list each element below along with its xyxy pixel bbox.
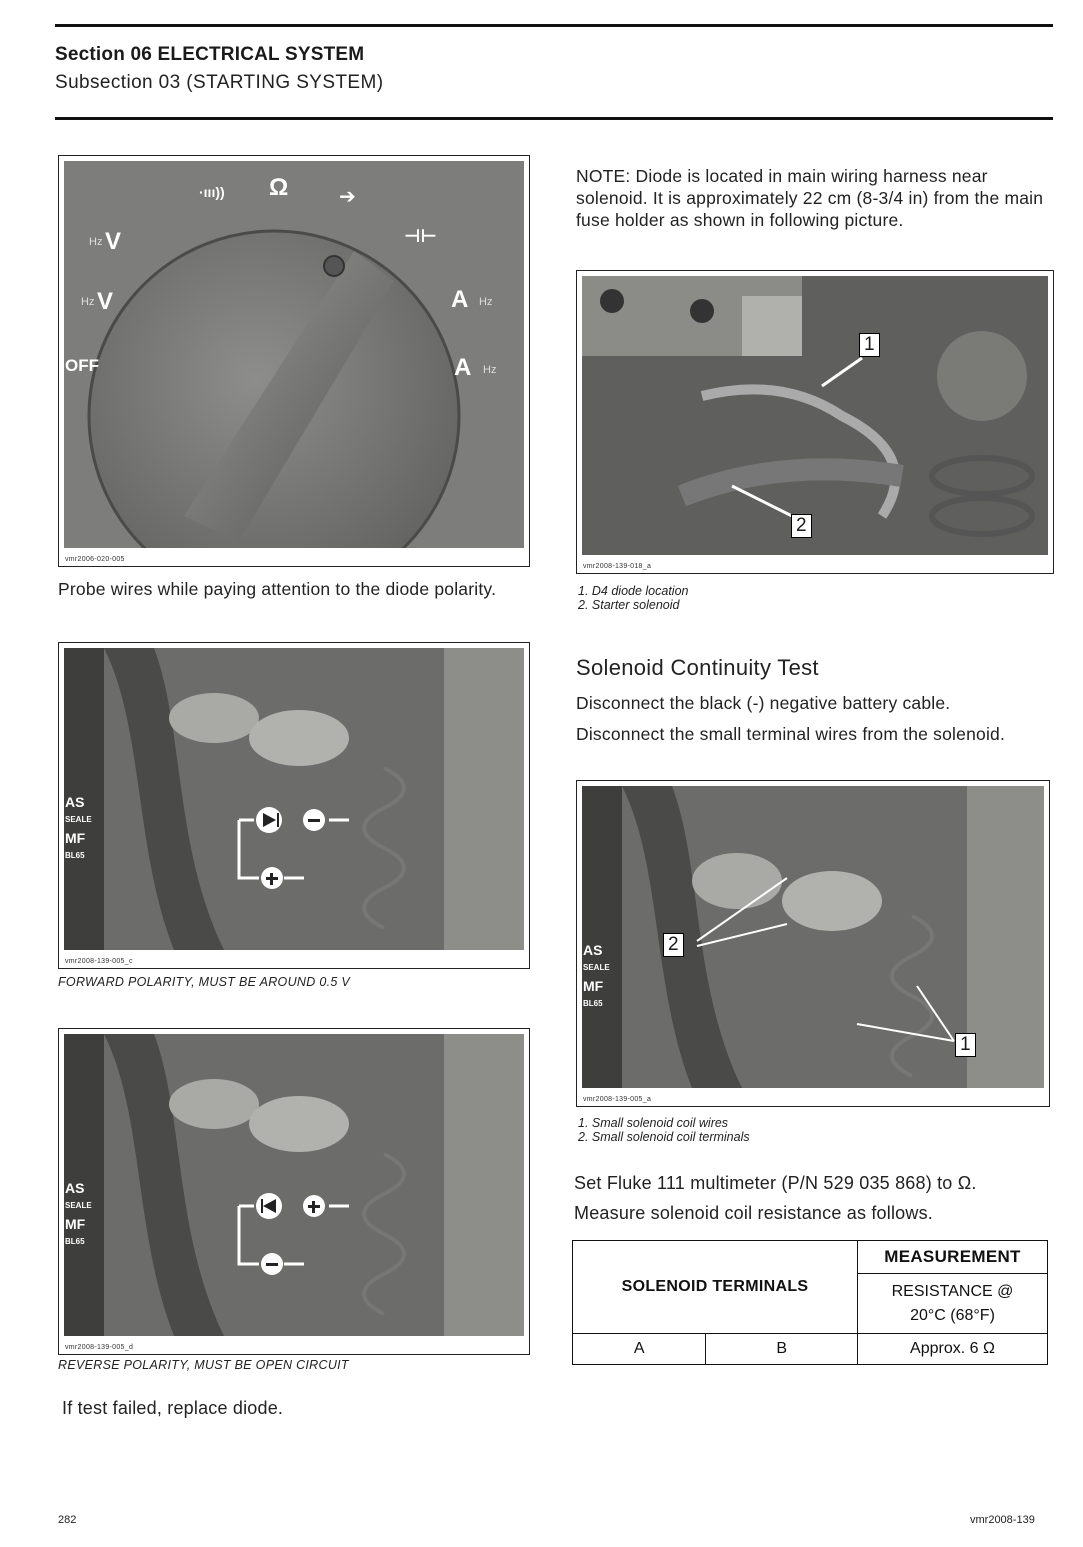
hz-label: Hz [89, 236, 103, 248]
legend-item: 2. Starter solenoid [578, 598, 680, 612]
forward-polarity-photo [58, 642, 530, 969]
vdc-icon: V [105, 228, 122, 255]
callout-1: 1 [955, 1033, 976, 1057]
multimeter-setting-text: Set Fluke 111 multimeter (P/N 529 035 868) to Ω. Measure solenoid coil resistance as follows. [574, 1173, 977, 1223]
diode-location-photo [576, 270, 1054, 574]
legend-item: 2. Small solenoid coil terminals [578, 1130, 750, 1144]
subsection-title: Subsection 03 (STARTING SYSTEM) [55, 72, 384, 93]
measurement-header: MEASUREMENT [858, 1241, 1048, 1274]
forward-polarity-caption: FORWARD POLARITY, MUST BE AROUND 0.5 V [58, 975, 351, 989]
probe-instruction: Probe wires while paying attention to the diode polarity. [58, 579, 497, 599]
measurement-table [572, 1240, 1048, 1365]
step-disconnect-wires: Disconnect the small terminal wires from the solenoid. [576, 724, 1006, 744]
image-code: vmr2008-139-005_d [65, 1344, 134, 1351]
reverse-polarity-photo [58, 1028, 530, 1355]
header-rule [55, 117, 1053, 120]
photo-image [64, 1034, 524, 1336]
section-heading: Solenoid Continuity Test [576, 655, 819, 680]
vac-icon: V [97, 288, 114, 315]
section-title: Section 06 ELECTRICAL SYSTEM [55, 44, 365, 65]
terminal-b-cell: B [706, 1334, 858, 1365]
legend-item: 1. Small solenoid coil wires [578, 1116, 729, 1130]
callout-2: 2 [791, 514, 812, 538]
hz-label: Hz [81, 296, 95, 308]
page-number: 282 [58, 1514, 77, 1526]
solenoid-photo-legend [578, 1116, 750, 1144]
step-disconnect-battery: Disconnect the black (-) negative battery cable. [576, 693, 951, 713]
image-code: vmr2008-139-005_c [65, 958, 133, 965]
hz-label: Hz [483, 364, 497, 376]
diode-photo-legend [578, 584, 689, 612]
document-code: vmr2008-139 [970, 1514, 1035, 1526]
battery-label: AS SEALE MF BL65 [583, 942, 610, 1008]
photo-image [582, 276, 1048, 555]
adc-icon: A [454, 354, 472, 381]
sound-icon: ·ııı)) [199, 184, 225, 200]
solenoid-terminals-header: SOLENOID TERMINALS [573, 1241, 858, 1334]
image-code: vmr2008-139-018_a [583, 563, 652, 570]
resistance-value-cell: Approx. 6 Ω [858, 1334, 1048, 1365]
legend-item: 1. D4 diode location [578, 584, 689, 598]
multimeter-dial-photo [58, 155, 530, 567]
top-rule [55, 24, 1053, 27]
battery-label: AS SEALE MF BL65 [65, 794, 92, 860]
callout-1: 1 [859, 333, 880, 357]
diode-location-note: NOTE: Diode is located in main wiring harness near solenoid. It is approximately 22 cm (8-3/4 in) from the main fuse holder as shown in following picture. [576, 166, 1044, 230]
aac-icon: A [451, 286, 469, 313]
terminal-a-cell: A [573, 1334, 706, 1365]
reverse-polarity-caption: REVERSE POLARITY, MUST BE OPEN CIRCUIT [58, 1358, 349, 1372]
test-failed-text: If test failed, replace diode. [62, 1398, 284, 1418]
diode-icon: ➔ [339, 186, 356, 208]
photo-image [64, 648, 524, 950]
ohm-icon: Ω [269, 174, 289, 201]
hz-label: Hz [479, 296, 493, 308]
image-code: vmr2006-020-005 [65, 556, 125, 563]
resistance-header: RESISTANCE @ 20°C (68°F) [858, 1274, 1048, 1334]
battery-label: AS SEALE MF BL65 [65, 1180, 92, 1246]
image-code: vmr2008-139-005_a [583, 1096, 652, 1103]
callout-2: 2 [663, 933, 684, 957]
off-label: OFF [65, 356, 99, 375]
capacitor-icon: ⊣⊢ [404, 226, 437, 246]
solenoid-terminals-photo [576, 780, 1050, 1107]
